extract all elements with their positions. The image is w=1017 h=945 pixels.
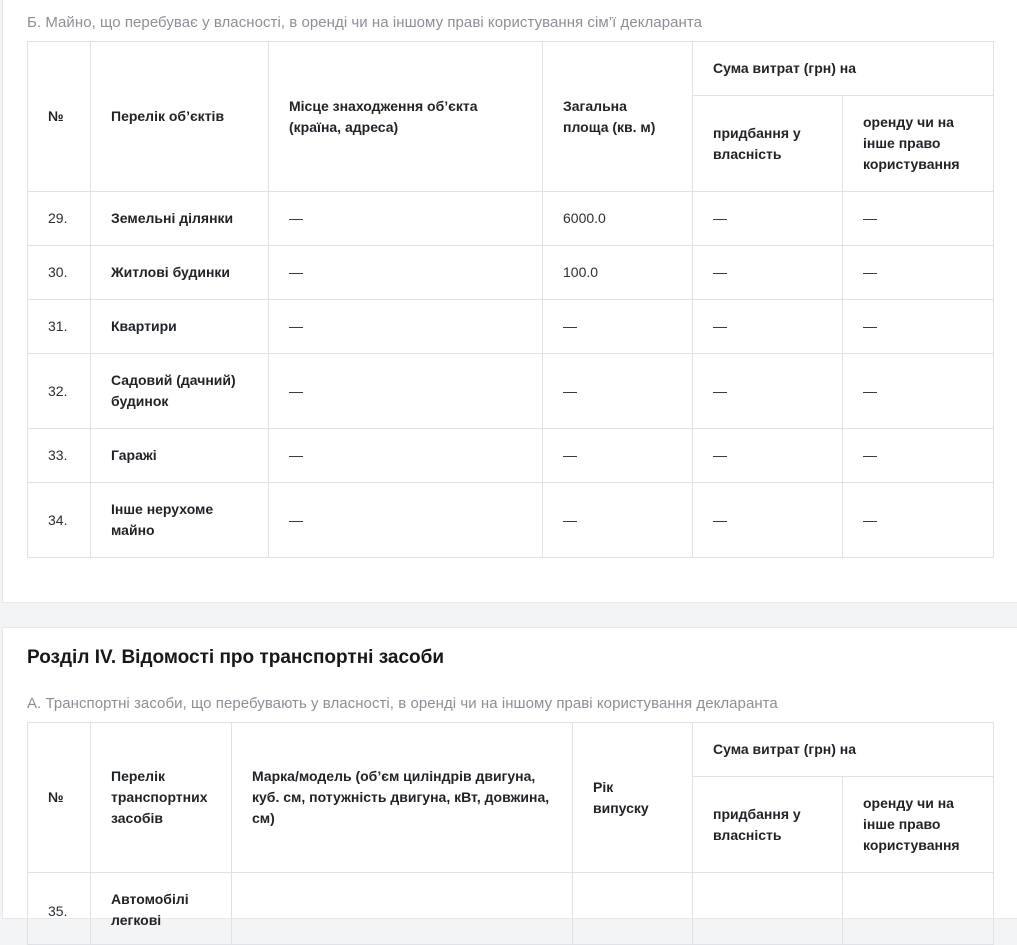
row-number: 35. <box>28 873 91 945</box>
table-row <box>28 246 994 300</box>
header-expenses: Сума витрат (грн) на <box>693 42 994 96</box>
row-object-name: Садовий (дачний) будинок <box>91 354 269 429</box>
header-number: № <box>28 42 91 192</box>
vehicles-table <box>27 722 994 945</box>
row-purchase: — <box>693 483 843 558</box>
table-row <box>28 483 994 558</box>
header-rent: оренду чи на інше право користування <box>843 777 994 873</box>
row-purchase: — <box>693 354 843 429</box>
row-location: — <box>269 300 543 354</box>
realty-table <box>27 41 994 558</box>
row-area: — <box>543 483 693 558</box>
row-object-name: Житлові будинки <box>91 246 269 300</box>
header-model: Марка/модель (об’єм циліндрів двигуна, куб. см, потужність двигуна, кВт, довжина, см) <box>232 723 573 873</box>
header-vehicle-list: Перелік транспортних засобів <box>91 723 232 873</box>
row-number: 30. <box>28 246 91 300</box>
header-purchase: придбання у власність <box>693 96 843 192</box>
header-rent: оренду чи на інше право користування <box>843 96 994 192</box>
row-rent: — <box>843 246 994 300</box>
header-location: Місце знаходження об’єкта (країна, адреса) <box>269 42 543 192</box>
header-number: № <box>28 723 91 873</box>
row-purchase: — <box>693 429 843 483</box>
realty-subtitle: Б. Майно, що перебуває у власності, в оренді чи на іншому праві користування сім’ї декларанта <box>27 14 702 31</box>
row-location: — <box>269 483 543 558</box>
row-area: — <box>543 354 693 429</box>
row-purchase: — <box>693 246 843 300</box>
header-purchase: придбання у власність <box>693 777 843 873</box>
row-rent: — <box>843 354 994 429</box>
row-location: — <box>269 354 543 429</box>
row-location: — <box>269 429 543 483</box>
row-object-name: Інше нерухоме майно <box>91 483 269 558</box>
row-location: — <box>269 246 543 300</box>
row-rent: — <box>843 483 994 558</box>
row-area: 100.0 <box>543 246 693 300</box>
row-location: — <box>269 192 543 246</box>
row-object-name: Квартири <box>91 300 269 354</box>
row-area: — <box>543 429 693 483</box>
row-area: 6000.0 <box>543 192 693 246</box>
row-number: 32. <box>28 354 91 429</box>
table-row <box>28 354 994 429</box>
header-expenses: Сума витрат (грн) на <box>693 723 994 777</box>
table-row <box>28 429 994 483</box>
section-title: Розділ IV. Відомості про транспортні засоби <box>27 647 445 668</box>
row-number: 29. <box>28 192 91 246</box>
vehicles-subtitle: А. Транспортні засоби, що перебувають у власності, в оренді чи на іншому праві користування декларанта <box>27 695 778 712</box>
header-area: Загальна площа (кв. м) <box>543 42 693 192</box>
row-rent: — <box>843 429 994 483</box>
row-purchase: — <box>693 192 843 246</box>
row-number: 31. <box>28 300 91 354</box>
header-year: Рік випуску <box>573 723 693 873</box>
realty-section-card <box>2 0 1017 603</box>
row-rent: — <box>843 300 994 354</box>
row-purchase: — <box>693 300 843 354</box>
row-object-name: Гаражі <box>91 429 269 483</box>
row-object-name: Земельні ділянки <box>91 192 269 246</box>
row-number: 34. <box>28 483 91 558</box>
row-vehicle-type: Автомобілі легкові <box>91 873 232 945</box>
row-area: — <box>543 300 693 354</box>
table-row <box>28 192 994 246</box>
row-number: 33. <box>28 429 91 483</box>
header-objects: Перелік об’єктів <box>91 42 269 192</box>
row-rent: — <box>843 192 994 246</box>
table-row <box>28 300 994 354</box>
vehicles-section-card <box>2 627 1017 928</box>
